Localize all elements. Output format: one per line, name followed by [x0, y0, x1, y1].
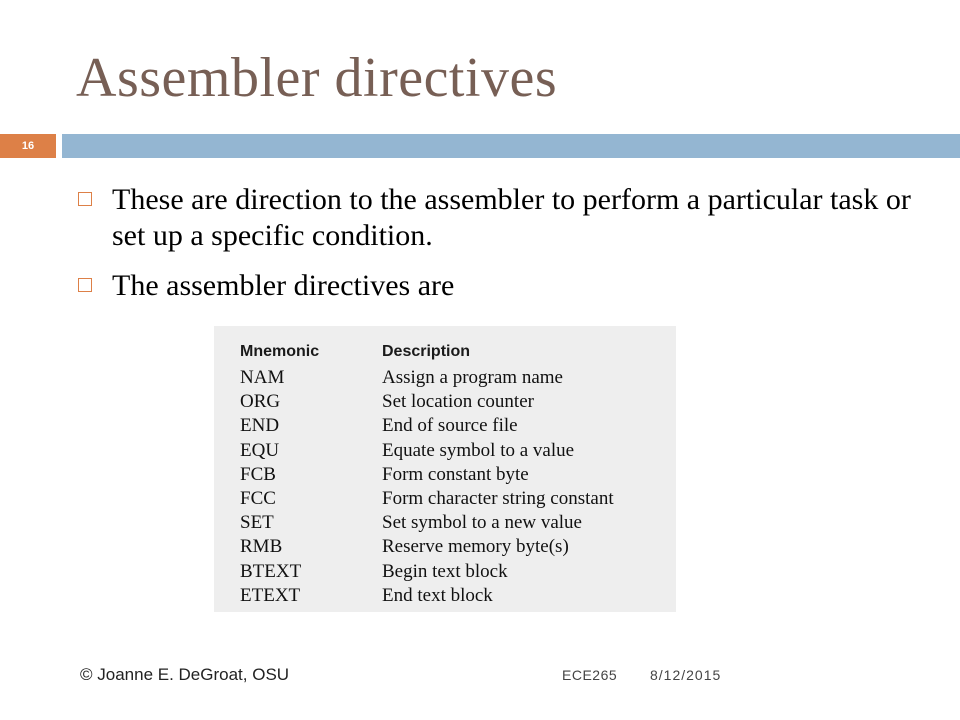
mnemonic-cell: FCB [240, 463, 276, 485]
slide-number: 16 [0, 134, 56, 158]
description-cell: Set location counter [382, 391, 534, 413]
description-cell: Form character string constant [382, 488, 614, 510]
table-row [240, 414, 614, 438]
bullet-item [76, 268, 936, 304]
description-cell: Assign a program name [382, 367, 563, 389]
description-cell: Equate symbol to a value [382, 439, 575, 461]
footer-course: ECE265 [562, 667, 618, 683]
table-row [240, 535, 614, 559]
table-row [240, 487, 614, 511]
mnemonic-cell: ORG [240, 391, 281, 413]
description-cell: Reserve memory byte(s) [382, 536, 569, 558]
mnemonic-cell: FCC [240, 488, 276, 510]
description-cell: End text block [382, 584, 493, 606]
footer-copyright: © Joanne E. DeGroat, OSU [80, 665, 290, 684]
table-row [240, 463, 614, 487]
table-row [240, 390, 614, 414]
mnemonic-cell: NAM [240, 367, 285, 389]
mnemonic-cell: ETEXT [240, 584, 301, 606]
table-header-row [240, 338, 614, 366]
footer-date: 8/12/2015 [650, 667, 722, 683]
description-cell: Form constant byte [382, 463, 529, 485]
directives-table [240, 338, 614, 608]
slide-title: Assembler directives [76, 47, 558, 109]
mnemonic-cell: BTEXT [240, 560, 302, 582]
header-accent-bar [62, 134, 960, 158]
bullet-text: The assembler directives are [112, 269, 455, 302]
table-row [240, 560, 614, 584]
bullet-list [76, 182, 936, 318]
bullet-text: These are direction to the assembler to perform a particular task or set up a specific condition. [112, 183, 911, 252]
mnemonic-cell: END [240, 415, 280, 437]
description-cell: Begin text block [382, 560, 508, 582]
table-row [240, 366, 614, 390]
directives-table-image [214, 326, 676, 612]
description-cell: Set symbol to a new value [382, 512, 582, 534]
mnemonic-cell: RMB [240, 536, 283, 558]
column-header-description: Description [382, 343, 471, 360]
bullet-item [76, 182, 936, 254]
hollow-square-bullet-icon [78, 192, 92, 206]
description-cell: End of source file [382, 415, 518, 437]
mnemonic-cell: SET [240, 512, 274, 534]
hollow-square-bullet-icon [78, 278, 92, 292]
table-row [240, 511, 614, 535]
table-row [240, 439, 614, 463]
mnemonic-cell: EQU [240, 439, 280, 461]
column-header-mnemonic: Mnemonic [240, 343, 320, 360]
table-row [240, 584, 614, 608]
